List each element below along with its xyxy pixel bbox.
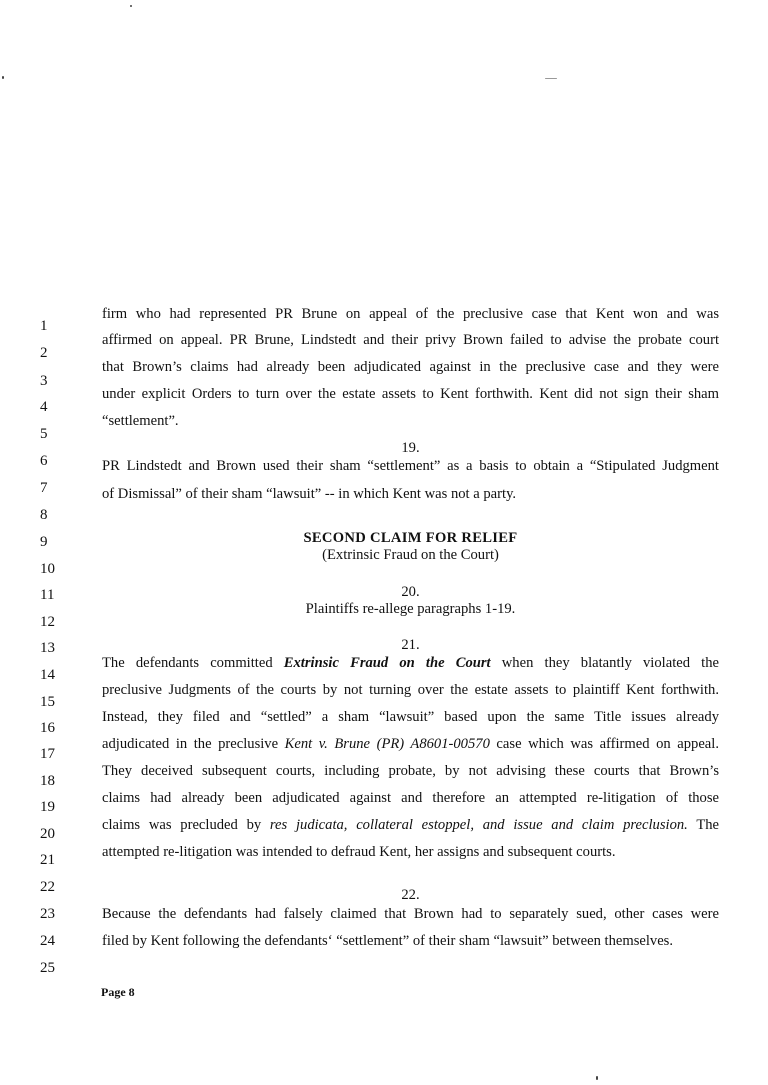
body-line	[102, 655, 719, 671]
line-number: 22	[40, 879, 55, 895]
line-number: 20	[40, 826, 55, 842]
page-footer: Page 8	[101, 985, 135, 999]
claim-subtitle: (Extrinsic Fraud on the Court)	[322, 547, 499, 563]
body-line: under explicit Orders to turn over the estate assets to Kent forthwith. Kent did not sign their sham	[102, 386, 719, 402]
line-number: 8	[40, 507, 48, 523]
body-line: Plaintiffs re-allege paragraphs 1-19.	[305, 601, 516, 617]
body-line	[102, 817, 719, 833]
line-number: 11	[40, 587, 55, 603]
scan-speck	[596, 1076, 598, 1080]
text-run: case which was affirmed on appeal.	[489, 736, 719, 752]
line-number: 23	[40, 906, 55, 922]
line-number: 4	[40, 399, 48, 415]
scan-speck	[2, 76, 4, 79]
text-run: when they blatantly violated the	[490, 655, 720, 671]
paragraph-number: 22.	[401, 887, 420, 903]
line-number: 18	[40, 773, 55, 789]
body-line: filed by Kent following the defendants‘ “settlement” of their sham “lawsuit” between themselves.	[102, 933, 674, 949]
paragraph-number: 20.	[401, 584, 420, 600]
body-line	[102, 736, 719, 752]
line-number: 25	[40, 960, 55, 976]
scan-speck	[545, 78, 557, 79]
paragraph-number: 21.	[401, 637, 420, 653]
paragraph-number: 19.	[401, 440, 420, 456]
body-line: firm who had represented PR Brune on appeal of the preclusive case that Kent won and was	[102, 306, 719, 322]
emphasis-run: Extrinsic Fraud on the Court	[283, 655, 491, 671]
body-line: PR Lindstedt and Brown used their sham “settlement” as a basis to obtain a “Stipulated Judgment	[102, 458, 719, 474]
claim-title: SECOND CLAIM FOR RELIEF	[303, 530, 518, 546]
body-line: “settlement”.	[102, 413, 179, 429]
body-line: that Brown’s claims had already been adjudicated against in the preclusive case and they were	[102, 359, 719, 375]
line-number: 21	[40, 852, 55, 868]
line-number: 24	[40, 933, 55, 949]
line-number: 2	[40, 345, 48, 361]
line-number: 6	[40, 453, 48, 469]
line-number: 13	[40, 640, 55, 656]
body-line: claims had already been adjudicated against and therefore an attempted re-litigation of those	[102, 790, 719, 806]
body-line: attempted re-litigation was intended to defraud Kent, her assigns and subsequent courts.	[102, 844, 616, 860]
scan-speck	[130, 5, 132, 7]
line-number: 1	[40, 318, 48, 334]
line-number: 19	[40, 799, 55, 815]
body-line: Instead, they filed and “settled” a sham “lawsuit” based upon the same Title issues already	[102, 709, 719, 725]
line-number: 7	[40, 480, 48, 496]
line-number: 3	[40, 373, 48, 389]
body-line: of Dismissal” of their sham “lawsuit” -- in which Kent was not a party.	[102, 486, 517, 502]
line-number: 10	[40, 561, 55, 577]
line-number: 12	[40, 614, 55, 630]
case-citation: Kent v. Brune (PR) A8601-00570	[284, 736, 490, 752]
body-line: affirmed on appeal. PR Brune, Lindstedt and their privy Brown failed to advise the probate court	[102, 332, 719, 348]
line-number: 9	[40, 534, 48, 550]
text-run: The defendants committed	[102, 655, 284, 671]
line-number: 15	[40, 694, 55, 710]
body-line: preclusive Judgments of the courts by not turning over the estate assets to plaintiff Kent forthwith.	[102, 682, 719, 698]
line-number: 16	[40, 720, 55, 736]
emphasis-run: res judicata, collateral estoppel, and issue and claim preclusion.	[269, 817, 688, 833]
body-line: They deceived subsequent courts, including probate, by not advising these courts that Brown’s	[102, 763, 719, 779]
line-number: 17	[40, 746, 55, 762]
text-run: The	[687, 817, 720, 833]
text-run: claims was precluded by	[102, 817, 270, 833]
line-number: 14	[40, 667, 55, 683]
text-run: adjudicated in the preclusive	[102, 736, 285, 752]
body-line: Because the defendants had falsely claimed that Brown had to separately sued, other cases were	[102, 906, 719, 922]
line-number: 5	[40, 426, 48, 442]
